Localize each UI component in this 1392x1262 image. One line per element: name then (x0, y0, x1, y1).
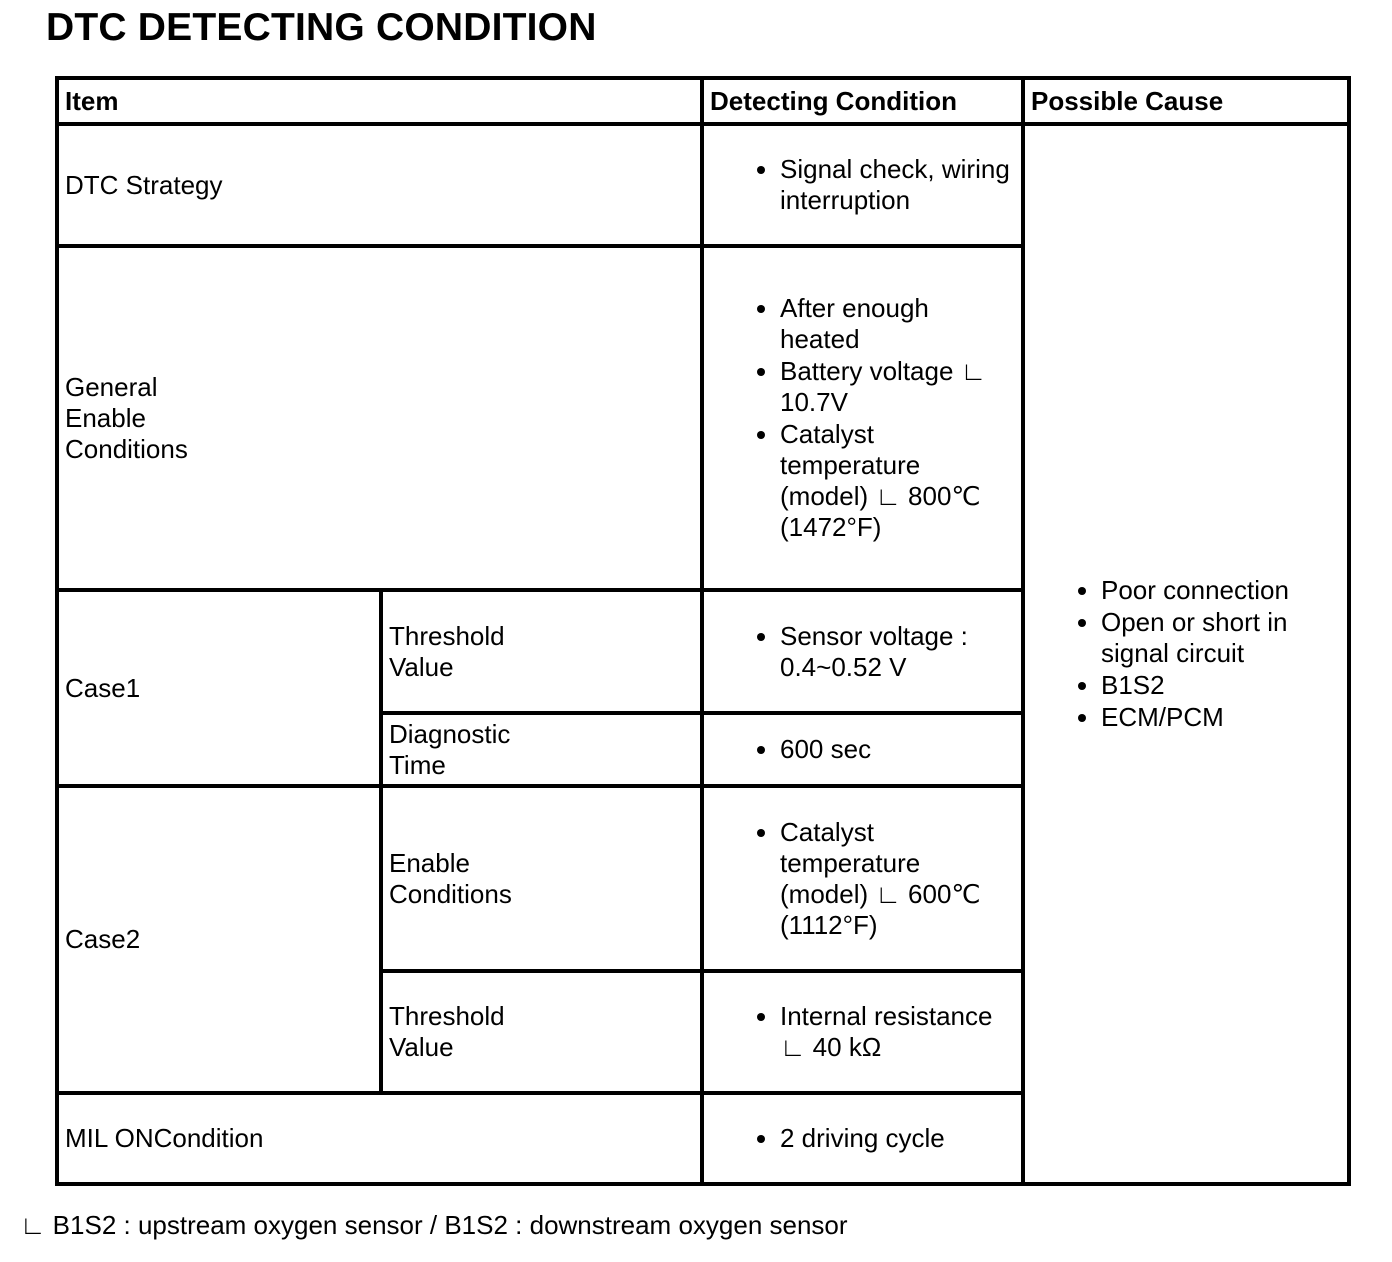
condition-mil-on (702, 1093, 1023, 1184)
condition-case2-enable (702, 786, 1023, 971)
condition-item: • Battery voltage ∟ 10.7V (780, 356, 1015, 418)
condition-item: • Sensor voltage : 0.4~0.52 V (780, 621, 1015, 683)
item-case1: Case1 (57, 590, 381, 786)
condition-case1-threshold (702, 590, 1023, 713)
row-dtc-strategy (57, 124, 1349, 246)
footnote: ∟ B1S2 : upstream oxygen sensor / B1S2 : downstream oxygen sensor (20, 1210, 848, 1240)
condition-item: • Signal check, wiring interruption (780, 154, 1015, 216)
condition-dtc-strategy (702, 124, 1023, 246)
sub-item-case1-diagnostic (381, 713, 702, 786)
sub-item-case1-threshold (381, 590, 702, 713)
case1-threshold-label: Threshold Value (389, 620, 505, 682)
header-detecting-condition: Detecting Condition (702, 78, 1023, 124)
dtc-condition-table (55, 76, 1351, 1186)
cause-item: • Open or short in signal circuit (1101, 607, 1341, 669)
condition-item: • Internal resistance ∟ 40 kΩ (780, 1001, 1015, 1063)
item-general-enable (57, 246, 702, 590)
item-mil-on: MIL ONCondition (57, 1093, 702, 1184)
case2-enable-label: Enable Conditions (389, 847, 512, 909)
condition-item: • Catalyst temperature (model) ∟ 800℃ (1472°F) (780, 419, 1015, 543)
header-row (57, 78, 1349, 124)
cause-item: • ECM/PCM (1101, 702, 1341, 733)
condition-item: • 600 sec (780, 734, 1015, 765)
condition-item: • After enough heated (780, 293, 1015, 355)
header-item: Item (57, 78, 702, 124)
case1-diagnostic-label: Diagnostic Time (389, 718, 511, 780)
sub-item-case2-enable (381, 786, 702, 971)
possible-cause-cell (1023, 124, 1349, 1184)
case2-threshold-label: Threshold Value (389, 1001, 505, 1062)
item-dtc-strategy: DTC Strategy (57, 124, 702, 246)
cause-item: • Poor connection (1101, 575, 1341, 606)
cause-item: • B1S2 (1101, 670, 1341, 701)
condition-case1-diagnostic (702, 713, 1023, 786)
sub-item-case2-threshold (381, 971, 702, 1093)
condition-general-enable (702, 246, 1023, 590)
condition-item: • Catalyst temperature (model) ∟ 600℃ (1112°F) (780, 817, 1015, 941)
header-possible-cause: Possible Cause (1023, 78, 1349, 124)
item-case2: Case2 (57, 786, 381, 1093)
general-enable-label: General Enable Conditions (65, 371, 188, 464)
page-title: DTC DETECTING CONDITION (46, 6, 597, 49)
condition-item: • 2 driving cycle (780, 1123, 1015, 1154)
condition-case2-threshold (702, 971, 1023, 1093)
